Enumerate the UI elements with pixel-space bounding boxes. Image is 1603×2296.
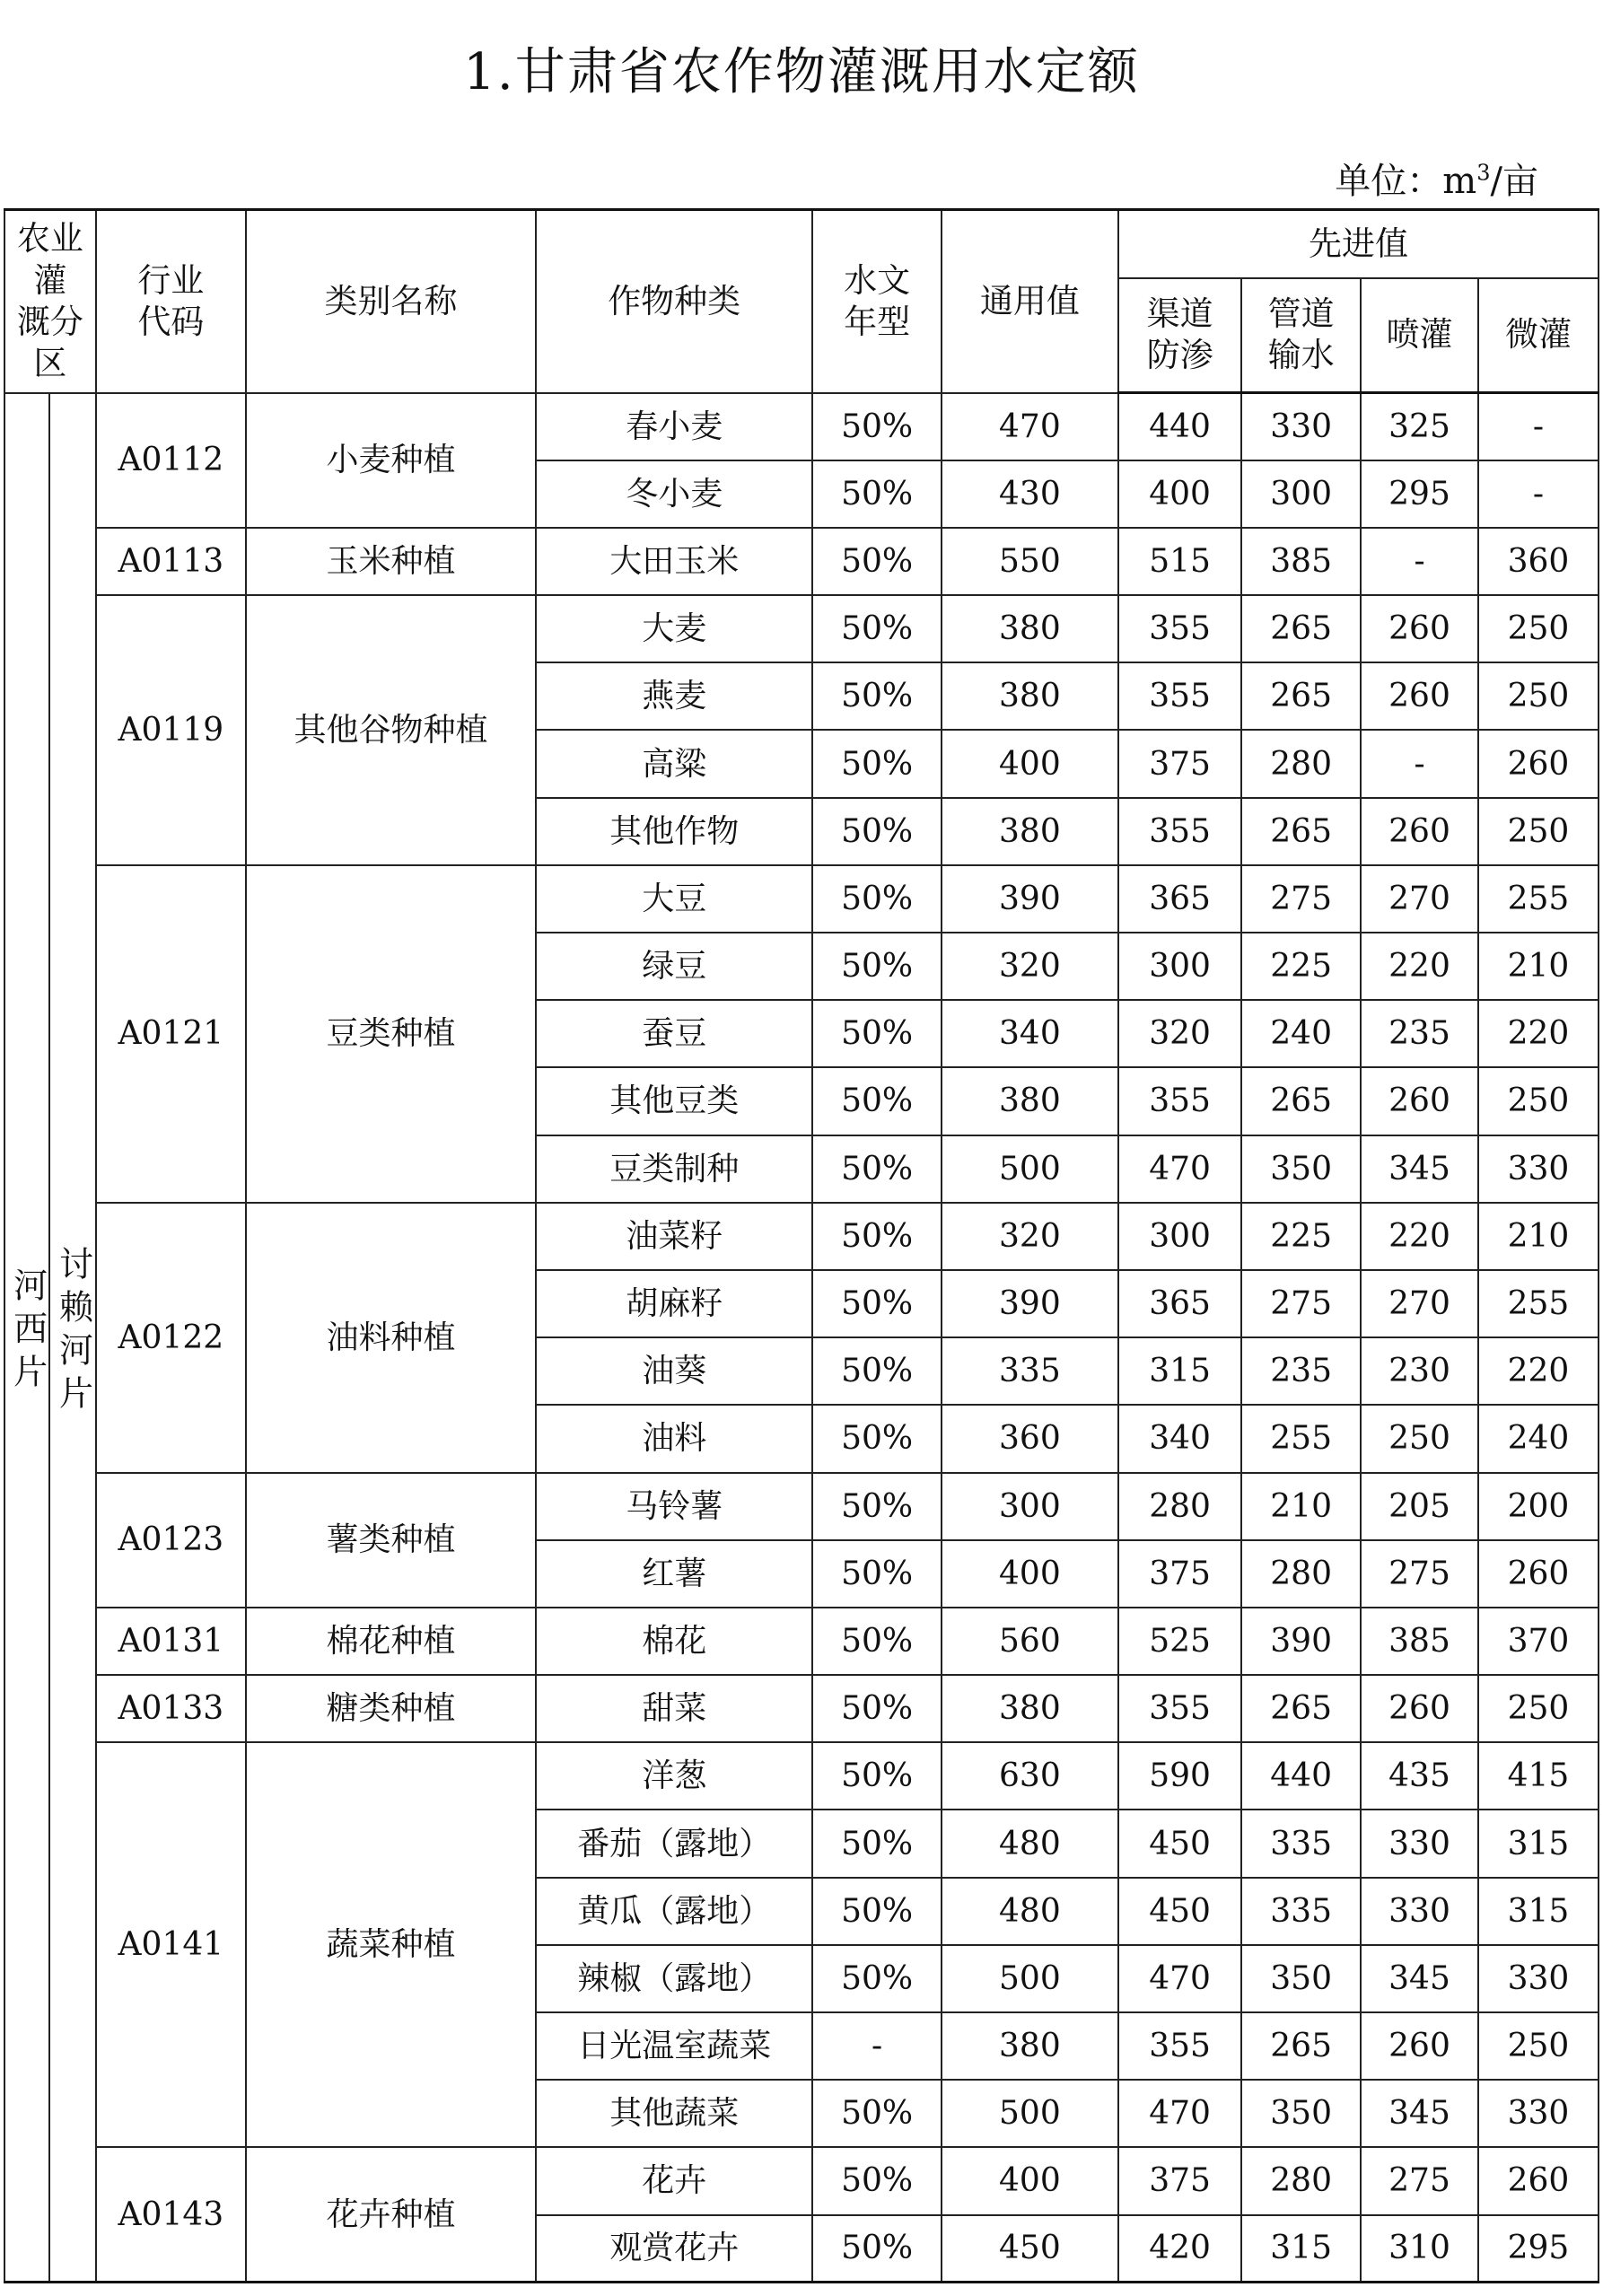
sprinkler-cell: 345: [1361, 1945, 1478, 2012]
table-row: [4, 1608, 1599, 1675]
seepage-cell: 300: [1118, 933, 1241, 1000]
pipe-cell: 265: [1241, 798, 1361, 865]
crop-cell: 油葵: [536, 1337, 812, 1405]
hydro-cell: 50%: [812, 1473, 941, 1540]
seepage-cell: 470: [1118, 2080, 1241, 2147]
sprinkler-cell: 270: [1361, 1270, 1478, 1337]
industry-code-cell: A0123: [96, 1473, 246, 1608]
micro-cell: 250: [1478, 595, 1599, 662]
micro-cell: 295: [1478, 2215, 1599, 2283]
pipe-cell: 300: [1241, 460, 1361, 528]
seepage-cell: 365: [1118, 865, 1241, 933]
industry-code-cell: A0131: [96, 1608, 246, 1675]
seepage-cell: 300: [1118, 1203, 1241, 1270]
micro-cell: 200: [1478, 1473, 1599, 1540]
seepage-cell: 470: [1118, 1945, 1241, 2012]
crop-cell: 胡麻籽: [536, 1270, 812, 1337]
pipe-cell: 265: [1241, 662, 1361, 730]
sprinkler-cell: -: [1361, 730, 1478, 797]
table-row: [4, 1742, 1599, 1810]
pipe-cell: 265: [1241, 595, 1361, 662]
header-zone: 农业灌 溉分区: [4, 210, 96, 393]
pipe-cell: 280: [1241, 2147, 1361, 2214]
general-cell: 390: [942, 1270, 1118, 1337]
sprinkler-cell: 310: [1361, 2215, 1478, 2283]
hydro-cell: 50%: [812, 595, 941, 662]
micro-cell: 260: [1478, 730, 1599, 797]
seepage-cell: 355: [1118, 1675, 1241, 1742]
general-cell: 320: [942, 1203, 1118, 1270]
general-cell: 380: [942, 798, 1118, 865]
hydro-cell: 50%: [812, 2215, 941, 2283]
hydro-cell: 50%: [812, 1878, 941, 1945]
seepage-cell: 355: [1118, 2012, 1241, 2080]
crop-cell: 花卉: [536, 2147, 812, 2214]
sprinkler-cell: 295: [1361, 460, 1478, 528]
pipe-cell: 315: [1241, 2215, 1361, 2283]
seepage-cell: 440: [1118, 393, 1241, 460]
category-name-cell: 油料种植: [246, 1203, 536, 1473]
hydro-cell: 50%: [812, 798, 941, 865]
micro-cell: 250: [1478, 798, 1599, 865]
crop-cell: 其他蔬菜: [536, 2080, 812, 2147]
micro-cell: 315: [1478, 1878, 1599, 1945]
sprinkler-cell: -: [1361, 528, 1478, 595]
header-general: 通用值: [942, 210, 1118, 393]
seepage-cell: 525: [1118, 1608, 1241, 1675]
industry-code-cell: A0133: [96, 1675, 246, 1742]
micro-cell: 330: [1478, 1945, 1599, 2012]
micro-cell: 255: [1478, 1270, 1599, 1337]
general-cell: 320: [942, 933, 1118, 1000]
micro-cell: 315: [1478, 1810, 1599, 1877]
header-micro: 微灌: [1478, 278, 1599, 393]
page-title: 1.甘肃省农作物灌溉用水定额: [463, 43, 1140, 101]
pipe-cell: 385: [1241, 528, 1361, 595]
crop-cell: 豆类制种: [536, 1135, 812, 1203]
seepage-cell: 355: [1118, 595, 1241, 662]
pipe-cell: 350: [1241, 2080, 1361, 2147]
micro-cell: 220: [1478, 1337, 1599, 1405]
sprinkler-cell: 270: [1361, 865, 1478, 933]
general-cell: 430: [942, 460, 1118, 528]
seepage-cell: 375: [1118, 730, 1241, 797]
header-category: 类别名称: [246, 210, 536, 393]
micro-cell: 415: [1478, 1742, 1599, 1810]
general-cell: 300: [942, 1473, 1118, 1540]
sprinkler-cell: 385: [1361, 1608, 1478, 1675]
general-cell: 500: [942, 1135, 1118, 1203]
crop-cell: 其他豆类: [536, 1067, 812, 1135]
pipe-cell: 280: [1241, 1540, 1361, 1608]
header-advanced: 先进值: [1118, 210, 1599, 278]
pipe-cell: 440: [1241, 1742, 1361, 1810]
micro-cell: 240: [1478, 1405, 1599, 1472]
hydro-cell: 50%: [812, 528, 941, 595]
seepage-cell: 470: [1118, 1135, 1241, 1203]
hydro-cell: 50%: [812, 865, 941, 933]
hydro-cell: 50%: [812, 1270, 941, 1337]
pipe-cell: 350: [1241, 1135, 1361, 1203]
sprinkler-cell: 220: [1361, 933, 1478, 1000]
sprinkler-cell: 260: [1361, 798, 1478, 865]
micro-cell: 330: [1478, 1135, 1599, 1203]
sprinkler-cell: 330: [1361, 1878, 1478, 1945]
crop-cell: 油菜籽: [536, 1203, 812, 1270]
general-cell: 335: [942, 1337, 1118, 1405]
pipe-cell: 335: [1241, 1878, 1361, 1945]
industry-code-cell: A0122: [96, 1203, 246, 1473]
micro-cell: 370: [1478, 1608, 1599, 1675]
seepage-cell: 320: [1118, 1000, 1241, 1067]
pipe-cell: 225: [1241, 1203, 1361, 1270]
sprinkler-cell: 235: [1361, 1000, 1478, 1067]
subregion-cell: [49, 393, 96, 2283]
header-sprinkler: 喷灌: [1361, 278, 1478, 393]
sprinkler-cell: 260: [1361, 1067, 1478, 1135]
seepage-cell: 515: [1118, 528, 1241, 595]
seepage-cell: 375: [1118, 1540, 1241, 1608]
sprinkler-cell: 205: [1361, 1473, 1478, 1540]
sprinkler-cell: 275: [1361, 1540, 1478, 1608]
hydro-cell: 50%: [812, 460, 941, 528]
general-cell: 380: [942, 1067, 1118, 1135]
seepage-cell: 280: [1118, 1473, 1241, 1540]
pipe-cell: 350: [1241, 1945, 1361, 2012]
table-row: [4, 528, 1599, 595]
table-row: [4, 1675, 1599, 1742]
category-name-cell: 花卉种植: [246, 2147, 536, 2282]
crop-cell: 大麦: [536, 595, 812, 662]
micro-cell: 255: [1478, 865, 1599, 933]
category-name-cell: 薯类种植: [246, 1473, 536, 1608]
header-pipe: 管道 输水: [1241, 278, 1361, 393]
sprinkler-cell: 325: [1361, 393, 1478, 460]
general-cell: 400: [942, 2147, 1118, 2214]
header-code: 行业 代码: [96, 210, 246, 393]
general-cell: 400: [942, 730, 1118, 797]
pipe-cell: 265: [1241, 1067, 1361, 1135]
general-cell: 470: [942, 393, 1118, 460]
general-cell: 380: [942, 662, 1118, 730]
category-name-cell: 蔬菜种植: [246, 1742, 536, 2147]
general-cell: 400: [942, 1540, 1118, 1608]
hydro-cell: 50%: [812, 1540, 941, 1608]
general-cell: 380: [942, 1675, 1118, 1742]
table-row: [4, 2147, 1599, 2214]
category-name-cell: 糖类种植: [246, 1675, 536, 1742]
crop-cell: 绿豆: [536, 933, 812, 1000]
general-cell: 380: [942, 2012, 1118, 2080]
hydro-cell: 50%: [812, 1135, 941, 1203]
crop-cell: 冬小麦: [536, 460, 812, 528]
crop-cell: 春小麦: [536, 393, 812, 460]
hydro-cell: -: [812, 2012, 941, 2080]
hydro-cell: 50%: [812, 933, 941, 1000]
micro-cell: 250: [1478, 2012, 1599, 2080]
general-cell: 500: [942, 2080, 1118, 2147]
unit-label: 单位：$m^3/$亩: [1335, 160, 1538, 202]
sprinkler-cell: 250: [1361, 1405, 1478, 1472]
industry-code-cell: A0143: [96, 2147, 246, 2282]
sprinkler-cell: 260: [1361, 2012, 1478, 2080]
crop-cell: 其他作物: [536, 798, 812, 865]
pipe-cell: 275: [1241, 865, 1361, 933]
crop-cell: 马铃薯: [536, 1473, 812, 1540]
pipe-cell: 275: [1241, 1270, 1361, 1337]
crop-cell: 燕麦: [536, 662, 812, 730]
crop-cell: 大田玉米: [536, 528, 812, 595]
seepage-cell: 355: [1118, 662, 1241, 730]
sprinkler-cell: 260: [1361, 662, 1478, 730]
micro-cell: 360: [1478, 528, 1599, 595]
hydro-cell: 50%: [812, 1000, 941, 1067]
crop-cell: 日光温室蔬菜: [536, 2012, 812, 2080]
pipe-cell: 235: [1241, 1337, 1361, 1405]
pipe-cell: 225: [1241, 933, 1361, 1000]
micro-cell: 250: [1478, 1067, 1599, 1135]
crop-cell: 红薯: [536, 1540, 812, 1608]
hydro-cell: 50%: [812, 1742, 941, 1810]
sprinkler-cell: 220: [1361, 1203, 1478, 1270]
header-seepage: 渠道 防渗: [1118, 278, 1241, 393]
crop-cell: 观赏花卉: [536, 2215, 812, 2283]
seepage-cell: 375: [1118, 2147, 1241, 2214]
seepage-cell: 420: [1118, 2215, 1241, 2283]
hydro-cell: 50%: [812, 393, 941, 460]
hydro-cell: 50%: [812, 1945, 941, 2012]
micro-cell: 330: [1478, 2080, 1599, 2147]
micro-cell: 210: [1478, 1203, 1599, 1270]
general-cell: 630: [942, 1742, 1118, 1810]
general-cell: 480: [942, 1810, 1118, 1877]
region-label: 河西片: [7, 1267, 48, 1398]
seepage-cell: 355: [1118, 798, 1241, 865]
header-row: [4, 210, 1599, 278]
category-name-cell: 豆类种植: [246, 865, 536, 1203]
pipe-cell: 280: [1241, 730, 1361, 797]
pipe-cell: 330: [1241, 393, 1361, 460]
seepage-cell: 450: [1118, 1878, 1241, 1945]
category-name-cell: 其他谷物种植: [246, 595, 536, 865]
hydro-cell: 50%: [812, 2147, 941, 2214]
industry-code-cell: A0113: [96, 528, 246, 595]
table-row: [4, 1203, 1599, 1270]
pipe-cell: 240: [1241, 1000, 1361, 1067]
pipe-cell: 210: [1241, 1473, 1361, 1540]
pipe-cell: 265: [1241, 1675, 1361, 1742]
hydro-cell: 50%: [812, 1067, 941, 1135]
table-row: [4, 1473, 1599, 1540]
table-row: [4, 393, 1599, 460]
hydro-cell: 50%: [812, 1203, 941, 1270]
seepage-cell: 400: [1118, 460, 1241, 528]
region-cell: [4, 393, 49, 2283]
hydro-cell: 50%: [812, 1337, 941, 1405]
sprinkler-cell: 345: [1361, 2080, 1478, 2147]
industry-code-cell: A0141: [96, 1742, 246, 2147]
industry-code-cell: A0112: [96, 393, 246, 528]
micro-cell: 260: [1478, 1540, 1599, 1608]
table-row: [4, 595, 1599, 662]
general-cell: 340: [942, 1000, 1118, 1067]
hydro-cell: 50%: [812, 2080, 941, 2147]
header-crop: 作物种类: [536, 210, 812, 393]
hydro-cell: 50%: [812, 730, 941, 797]
general-cell: 450: [942, 2215, 1118, 2283]
sprinkler-cell: 275: [1361, 2147, 1478, 2214]
crop-cell: 番茄（露地）: [536, 1810, 812, 1877]
general-cell: 480: [942, 1878, 1118, 1945]
hydro-cell: 50%: [812, 1675, 941, 1742]
micro-cell: 250: [1478, 1675, 1599, 1742]
category-name-cell: 棉花种植: [246, 1608, 536, 1675]
general-cell: 380: [942, 595, 1118, 662]
table-row: [4, 865, 1599, 933]
seepage-cell: 365: [1118, 1270, 1241, 1337]
seepage-cell: 590: [1118, 1742, 1241, 1810]
irrigation-quota-table: [4, 208, 1599, 2283]
category-name-cell: 玉米种植: [246, 528, 536, 595]
subregion-label: 讨赖河片: [53, 1246, 93, 1419]
sprinkler-cell: 230: [1361, 1337, 1478, 1405]
crop-cell: 高粱: [536, 730, 812, 797]
crop-cell: 洋葱: [536, 1742, 812, 1810]
hydro-cell: 50%: [812, 1608, 941, 1675]
hydro-cell: 50%: [812, 1405, 941, 1472]
crop-cell: 甜菜: [536, 1675, 812, 1742]
seepage-cell: 315: [1118, 1337, 1241, 1405]
general-cell: 560: [942, 1608, 1118, 1675]
sprinkler-cell: 330: [1361, 1810, 1478, 1877]
pipe-cell: 390: [1241, 1608, 1361, 1675]
crop-cell: 棉花: [536, 1608, 812, 1675]
micro-cell: -: [1478, 460, 1599, 528]
sprinkler-cell: 260: [1361, 595, 1478, 662]
crop-cell: 油料: [536, 1405, 812, 1472]
hydro-cell: 50%: [812, 1810, 941, 1877]
crop-cell: 黄瓜（露地）: [536, 1878, 812, 1945]
header-hydro: 水文 年型: [812, 210, 941, 393]
micro-cell: 210: [1478, 933, 1599, 1000]
sprinkler-cell: 345: [1361, 1135, 1478, 1203]
category-name-cell: 小麦种植: [246, 393, 536, 528]
sprinkler-cell: 260: [1361, 1675, 1478, 1742]
seepage-cell: 450: [1118, 1810, 1241, 1877]
seepage-cell: 355: [1118, 1067, 1241, 1135]
general-cell: 500: [942, 1945, 1118, 2012]
micro-cell: 250: [1478, 662, 1599, 730]
crop-cell: 蚕豆: [536, 1000, 812, 1067]
pipe-cell: 335: [1241, 1810, 1361, 1877]
pipe-cell: 265: [1241, 2012, 1361, 2080]
pipe-cell: 255: [1241, 1405, 1361, 1472]
crop-cell: 大豆: [536, 865, 812, 933]
crop-cell: 辣椒（露地）: [536, 1945, 812, 2012]
micro-cell: 220: [1478, 1000, 1599, 1067]
sprinkler-cell: 435: [1361, 1742, 1478, 1810]
hydro-cell: 50%: [812, 662, 941, 730]
industry-code-cell: A0121: [96, 865, 246, 1203]
table-body: [4, 393, 1599, 2283]
general-cell: 550: [942, 528, 1118, 595]
micro-cell: -: [1478, 393, 1599, 460]
industry-code-cell: A0119: [96, 595, 246, 865]
micro-cell: 260: [1478, 2147, 1599, 2214]
general-cell: 390: [942, 865, 1118, 933]
seepage-cell: 340: [1118, 1405, 1241, 1472]
general-cell: 360: [942, 1405, 1118, 1472]
